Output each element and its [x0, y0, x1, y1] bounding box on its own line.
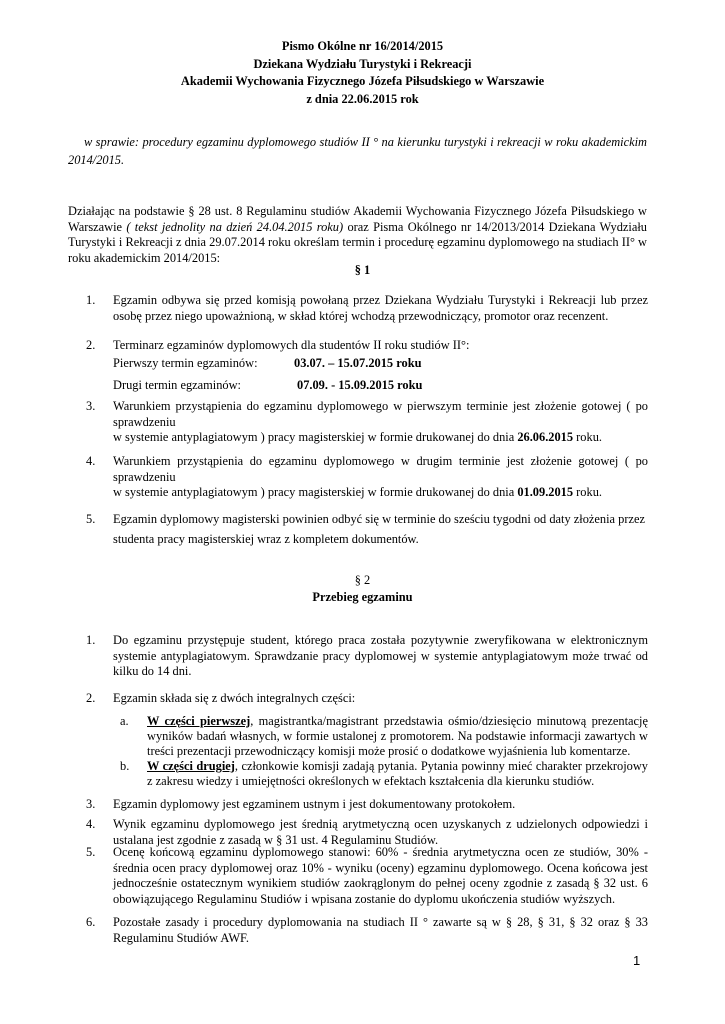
section-2-title: § 2	[354, 573, 371, 587]
header-institution: Akademii Wychowania Fizycznego Józefa Piłsudskiego w Warszawie	[180, 74, 545, 88]
s2-item-1-number: 1.	[86, 633, 96, 647]
header-date: z dnia 22.06.2015 rok	[306, 91, 419, 106]
section-1-title: § 1	[354, 263, 371, 277]
s1-item-2-number: 2.	[86, 338, 96, 352]
header-issuer: Dziekana Wydziału Turystyki i Rekreacji	[253, 56, 472, 71]
section-2-subtitle: Przebieg egzaminu	[312, 590, 413, 604]
page-number: 1	[633, 953, 641, 968]
document-header	[0, 38, 725, 108]
s1-item-1-number: 1.	[86, 293, 96, 307]
s1-item-5-text-a: Egzamin dyplomowy magisterski powinien odbyć się w terminie do sześciu tygodni od daty złożenia przez	[113, 512, 645, 526]
term1-value: 03.07. – 15.07.2015 roku	[294, 356, 422, 370]
s2-item-4-number: 4.	[86, 817, 96, 831]
subject-line: w sprawie: procedury egzaminu dyplomowego studiów II ° na kierunku turystyki i rekreacji w roku akademickim 2014/2015.	[68, 135, 647, 167]
s2-item-6-number: 6.	[86, 915, 96, 929]
s1-item-4-text: Warunkiem przystąpienia do egzaminu dyplomowego w drugim terminie jest złożenie gotowej ( po sprawdzeniu w systemie antyplagiatowym ) pracy magisterskiej w formie drukowanej do dnia 01.09.2015 roku.	[113, 454, 648, 499]
s2-item-6-text: Pozostałe zasady i procedury dyplomowania na studiach II ° zawarte są w § 28, § 31, § 32 oraz § 33 Regulaminu Studiów AWF.	[113, 915, 648, 945]
header-title: Pismo Okólne nr 16/2014/2015	[281, 39, 444, 53]
s2-item-5-text: Ocenę końcową egzaminu dyplomowego stanowi: 60% - średnia arytmetyczna ocen ze studiów, 30% - średnia ocen pracy dyplomowej oraz 10% - wyniku (oceny) egzaminu dyplomowego. Ocena końcowa jest jednocześnie ostatecznym wynikiem studiów zaokrąglonym do pełnej oceny zgodnie z zasadą § 32 ust. 6 obowiązującego Regulaminu Studiów i wpisana zostanie do dyplomu ukończenia studiów wyższych.	[113, 845, 648, 906]
s1-item-4-number: 4.	[86, 454, 96, 468]
term1-label: Pierwszy termin egzaminów:	[113, 356, 258, 370]
s1-item-1-text: Egzamin odbywa się przed komisją powołaną przez Dziekana Wydziału Turystyki i Rekreacji lub przez osobę przez niego upoważnioną, w skład której wchodzą przewodniczący, promotor oraz recenzent.	[113, 293, 648, 323]
subitem-a-text: W części pierwszej, magistrantka/magistrant przedstawia ośmio/dziesięcio minutową prezentację wyników badań własnych, w formie ustalonej z promotorem. Na podstawie informacji zawartych w treści prezentacji przewodniczący komisji może prosić o dodatkowe wyjaśnienia lub komentarze.	[147, 714, 648, 758]
subitem-b-number: b.	[120, 759, 130, 773]
s1-item-5-text-b: studenta pracy magisterskiej wraz z kompletem dokumentów.	[113, 532, 419, 546]
subitem-b-text: W części drugiej, członkowie komisji zadają pytania. Pytania powinny mieć charakter przekrojowy z zakresu wiedzy i umiejętności określonych w efektach kształcenia dla kierunku studiów.	[147, 759, 648, 788]
s1-item-3-text: Warunkiem przystąpienia do egzaminu dyplomowego w pierwszym terminie jest złożenie gotowej ( po sprawdzeniu w systemie antyplagiatowym ) pracy magisterskiej w formie drukowanej do dnia 26.06.2015 roku.	[113, 399, 648, 444]
s1-item-5-number: 5.	[86, 512, 96, 526]
s2-item-2-text: Egzamin składa się z dwóch integralnych części:	[113, 691, 356, 705]
s2-item-5-number: 5.	[86, 845, 96, 859]
term2-label: Drugi termin egzaminów:	[113, 378, 242, 392]
subitem-a-number: a.	[120, 714, 129, 728]
s2-item-4-text: Wynik egzaminu dyplomowego jest średnią arytmetyczną ocen uzyskanych z udzielonych odpowiedzi i ustalana jest zgodnie z zasadą w § 31 ust. 4 Regulaminu Studiów.	[113, 817, 648, 847]
s1-item-2-text: Terminarz egzaminów dyplomowych dla studentów II roku studiów II°:	[113, 338, 470, 352]
s2-item-2-number: 2.	[86, 691, 96, 705]
term2-value: 07.09. - 15.09.2015 roku	[297, 378, 423, 392]
s1-item-3-number: 3.	[86, 399, 96, 413]
s2-item-3-text: Egzamin dyplomowy jest egzaminem ustnym i jest dokumentowany protokołem.	[113, 797, 516, 811]
intro-paragraph: Działając na podstawie § 28 ust. 8 Regulaminu studiów Akademii Wychowania Fizycznego Józefa Piłsudskiego w Warszawie ( tekst jednolity na dzień 24.04.2015 roku) oraz Pisma Okólnego nr 14/2013/2014 Dziekana Wydziału Turystyki i Rekreacji z dnia 29.07.2014 roku określam termin i procedurę egzaminu dyplomowego na studiach II° w roku akademickim 2014/2015:	[68, 204, 647, 265]
s2-item-1-text: Do egzaminu przystępuje student, którego praca została pozytywnie zweryfikowana w elektronicznym systemie antyplagiatowym. Sprawdzanie pracy dyplomowej w systemie antyplagiatowym może trwać od kilku do 14 dni.	[113, 633, 648, 678]
s2-item-3-number: 3.	[86, 797, 96, 811]
